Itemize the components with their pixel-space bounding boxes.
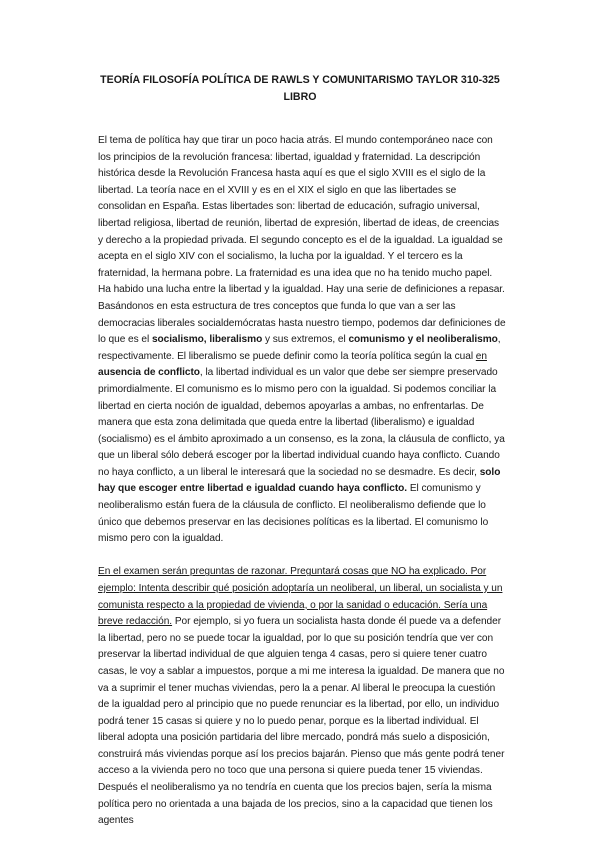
text-run: , la libertad individual es un valor que debe ser siempre preservado primordialmente. El comunismo es lo mismo pero con la igualdad. Si podemos conciliar la libertad en cierta noción de igualdad, debemos apoyarlas a ambas, no enfrentarlas. De manera que esta zona delimitada que queda entre la libertad (liberalismo) e igualdad (socialismo) es el ámbito aproximado a un consenso, es la zona, la cláusula de conflicto, ya que un liberal sólo deberá escoger por la libertad individual cuando haya conflicto. Cuando no haya conflicto, a un liberal le interesará que la sociedad no se desmadre. Es decir, <box>98 367 505 478</box>
document-title <box>80 72 520 106</box>
bold-term-socialismo-liberalismo: socialismo, liberalismo <box>151 334 263 346</box>
text-run: Por ejemplo, si yo fuera un socialista hasta donde él puede va a defender la libertad, pero no se puede tocar la igualdad, por lo que su posición tendría que ver con preservar la libertad individual de que alguien tenga 4 casas, pero si quiere tener cuatro casas, le voy a sablar a impuestos, porque a mi me interesa la igualdad. De manera que no va a suprimir el tener muchas viviendas, pero la a penar. Al liberal le preocupa la cuestión de la igualdad pero al principio que no puede renunciar es la libertad, por ello, un individuo podrá tener 15 casas si quiere y no lo puedo penar, porque es la libertad individual. El liberal adopta una posición partidaria del libre mercado, pondrá más suelo a disposición, construirá más viviendas porque así los precios bajarán. Pienso que más gente podrá tener acceso a la vivienda pero no toco que una persona si quiere pueda tener 15 viviendas. Después el neoliberalismo ya no tendría en cuenta que los precios bajen, sería la misma política pero no orientada a una bajada de los precios, sino a la capacidad que tienen los agentes <box>98 616 505 827</box>
text-run: El comunismo y neoliberalismo están fuera de la cláusula de conflicto. El neoliberalismo defiende que lo único que debemos preservar en las decisiones políticas es la libertad. El comunismo lo mismo pero con la igualdad. <box>98 483 489 545</box>
title-line-2: LIBRO <box>283 91 317 103</box>
paragraph-history: El tema de política hay que tirar un poco hacia atrás. El mundo contemporáneo nace con los principios de la revolución francesa: libertad, igualdad y fraternidad. La descripción histórica desde la Revolución Francesa hasta aquí es que el siglo XVIII es el siglo de la libertad. La teoría nace en el XVIII y es en el XIX el siglo en que las libertades se consolidan en España. Estas libertades son: libertad de educación, sufragio universal, libertad religiosa, libertad de reunión, libertad de expresión, libertad de ideas, de creencias y derecho a la propiedad privada. El segundo concepto es el de la igualdad. La igualdad se acepta en el siglo XIV con el socialismo, la lucha por la igualdad. Y el tercero es la fraternidad, la hermana pobre. La fraternidad es una idea que no ha tenido mucho papel. <box>98 135 503 279</box>
bold-term-comunismo-neoliberalismo: comunismo y el neoliberalismo <box>348 334 498 346</box>
exam-note-underlined: En el examen serán preguntas de razonar. Preguntará cosas que NO ha explicado. Por ejemplo: Intenta describir qué posición adoptaría un neoliberal, un liberal, un socialista y un comunista respecto a la propiedad de vivienda, o por la sanidad o educación. Sería una breve redacción. <box>98 566 503 628</box>
bold-term-ausencia-conflicto: ausencia de conflicto <box>98 367 200 379</box>
text-run: Ha habido una lucha entre la libertad y la igualdad. Hay una serie de definiciones a repasar. Basándonos en esta estructura de tres conceptos que funda lo que van a ser las democracias liberales socialdemócratas hasta nuestro tiempo, podemos dar definiciones de lo que es el <box>98 284 506 346</box>
paragraph-exam <box>98 564 506 830</box>
paragraph-gap <box>98 548 506 565</box>
paragraph-definitions <box>98 282 506 548</box>
document-body <box>98 133 506 830</box>
text-run: , respectivamente. El liberalismo se puede definir como la teoría política según la cual <box>98 334 501 362</box>
text-run: y sus extremos, el <box>262 334 349 346</box>
title-line-1: TEORÍA FILOSOFÍA POLÍTICA DE RAWLS Y COMUNITARISMO TAYLOR 310-325 <box>100 74 500 86</box>
underlined-word: en <box>475 350 487 362</box>
bold-sentence-conflicto: solo hay que escoger entre libertad e igualdad cuando haya conflicto. <box>98 466 501 495</box>
